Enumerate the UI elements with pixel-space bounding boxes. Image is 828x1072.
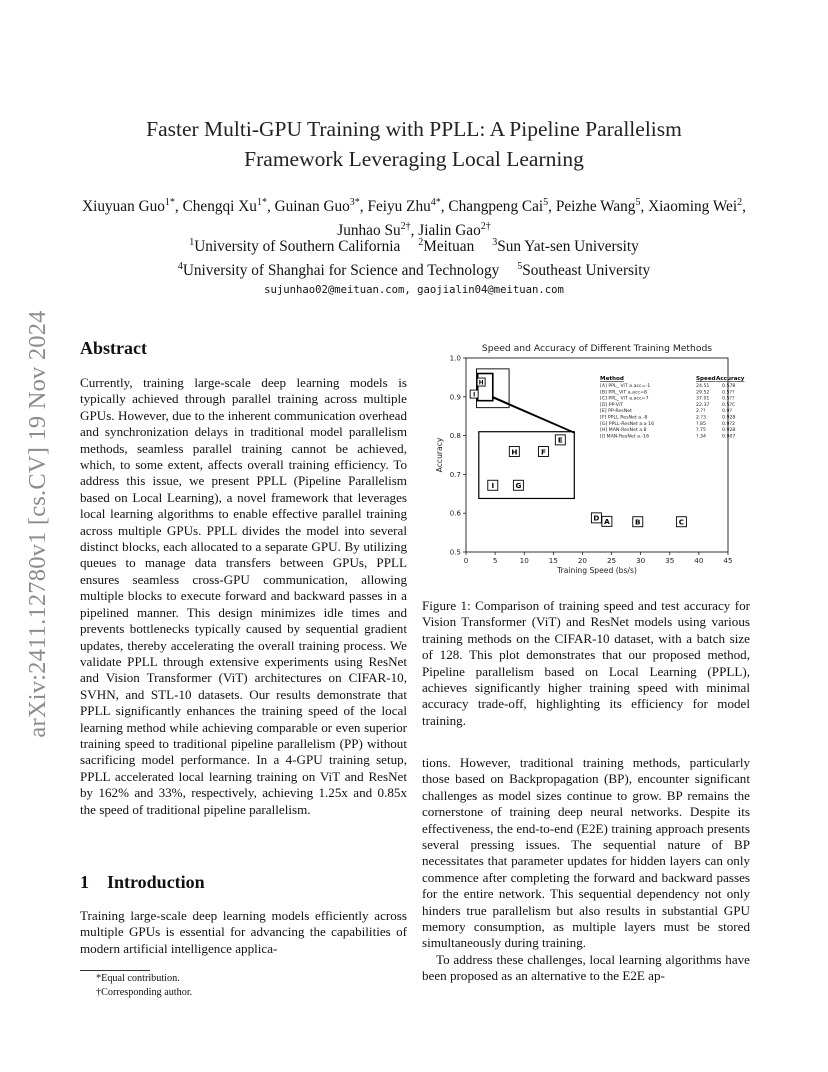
point-e-label: E xyxy=(557,435,563,445)
author-affiliation-mark: 2 xyxy=(737,197,743,208)
legend-row-method: [B] PPL_ViT a.acc=8 xyxy=(600,390,648,396)
legend-row-accuracy: 0.5?? xyxy=(722,390,735,396)
author-name: Chengqi $Xu^{1*}$ xyxy=(182,197,267,216)
legend-row-accuracy: 0.9?2 xyxy=(722,421,735,427)
affiliation: $^2$Meituan xyxy=(418,237,475,256)
introduction-left-text xyxy=(80,908,407,957)
author-affiliation-mark: 2† xyxy=(400,221,411,233)
y-tick-label: 0.5 xyxy=(449,547,461,557)
point-h-label: H xyxy=(511,447,518,457)
legend-row-speed: ?.85 xyxy=(696,421,706,427)
legend-row-speed: 37.01 xyxy=(696,396,710,402)
affiliation-list xyxy=(80,233,748,281)
legend-row-method: [C] PPL_ ViT a.acc=7 xyxy=(600,396,649,402)
legend-row-method: [D] PP-ViT xyxy=(600,402,623,408)
abstract-text xyxy=(80,375,407,818)
author-name: Feiyu Zhu$^{4*}$ xyxy=(367,197,441,216)
figure-1 xyxy=(430,338,750,580)
x-tick-label: 5 xyxy=(492,556,498,565)
y-tick-label: 0.9 xyxy=(449,392,461,402)
legend-row-accuracy: 0.9? xyxy=(722,409,732,415)
author-name: Xiuyuan Guo$^{1*}$ xyxy=(82,197,175,216)
author-affiliation-mark: 4* xyxy=(430,197,441,208)
author-affiliation-mark: 2† xyxy=(480,221,491,233)
author-name: Guinan Guo$^{3*}$ xyxy=(274,197,360,216)
legend-header-method: Method xyxy=(600,376,624,382)
inset-box xyxy=(478,374,493,401)
x-tick-label: 30 xyxy=(636,556,646,565)
legend-row-speed: 22.37 xyxy=(696,402,710,408)
title-line-2: Framework Leveraging Local Learning xyxy=(244,147,584,171)
point-i-label: I xyxy=(491,481,495,491)
point-b-label: B xyxy=(635,517,641,527)
author-affiliation-mark: 1* xyxy=(256,197,267,208)
introduction-right-text xyxy=(422,755,750,985)
legend-row-speed: 24.51 xyxy=(696,384,710,389)
point-a-label: A xyxy=(604,517,610,527)
legend-header-accuracy: Accuracy xyxy=(716,376,745,382)
legend-row-speed: 2.?3 xyxy=(696,415,706,421)
affiliation-mark: 2 xyxy=(418,237,424,248)
section-title: Introduction xyxy=(107,872,205,892)
legend-row-method: [E] PP-ResNet xyxy=(600,409,632,415)
intro-paragraph-right-2: To address these challenges, local learning algorithms have been proposed as an alternative to the E2E ap- xyxy=(422,951,750,984)
point-f-label: F xyxy=(540,447,546,457)
footnotes xyxy=(96,972,192,999)
affiliation-mark: 5 xyxy=(517,261,523,273)
author-name: Xiaoming Wei$^2$ xyxy=(648,197,743,216)
intro-paragraph-left: Training large-scale deep learning models efficiently across multiple GPUs is essential for advancing the capabilities of modern artificial intelligence applica- xyxy=(80,908,407,956)
legend-row-method: [G] PPLL-ResNet a.a 16 xyxy=(600,421,655,427)
y-axis-label: Accuracy xyxy=(435,437,444,473)
affiliation: $^3$Sun Yat-sen University xyxy=(492,237,639,256)
legend-row-speed: ?.34 xyxy=(696,434,706,440)
legend-row-method: [A] PPL_ ViT a.acc=-1 xyxy=(600,384,651,389)
legend-row-method: [H] MAN-ResNet a.8 xyxy=(600,428,647,434)
author-affiliation-mark: 3* xyxy=(349,197,360,208)
author-name: Jialin Gao$^{2\dagger}$ xyxy=(418,221,491,240)
abstract-heading: Abstract xyxy=(80,338,147,358)
y-tick-label: 0.7 xyxy=(449,469,461,479)
legend-row-speed: 2.?? xyxy=(696,409,706,415)
affiliation-mark: 4 xyxy=(177,261,183,273)
x-tick-label: 45 xyxy=(723,556,733,565)
x-tick-label: 20 xyxy=(577,556,588,565)
legend-row-accuracy: 0.5?? xyxy=(722,396,735,402)
affiliation: $^1$University of Southern California xyxy=(189,237,401,256)
x-tick-label: 25 xyxy=(606,556,617,565)
legend-row-accuracy: 0.928 xyxy=(722,428,736,434)
contact-emails: sujunhao02@meituan.com, gaojialin04@meituan.com xyxy=(264,284,564,296)
author-name: Junhao $Su^{2\dagger}$ xyxy=(337,221,411,240)
y-tick-label: 1.0 xyxy=(449,353,461,363)
legend-header-speed: Speed xyxy=(696,376,716,382)
x-tick-label: 0 xyxy=(463,556,469,565)
legend-row-method: [I] MAN-ResNet a.-16 xyxy=(600,434,650,440)
footnote-equal-contribution: *Equal contribution. xyxy=(96,973,180,984)
author-name: Peizhe Wang$^5$ xyxy=(555,197,641,216)
legend-row-accuracy: 0.928 xyxy=(722,415,736,421)
x-tick-label: 35 xyxy=(665,556,675,565)
affiliation: $^5$Southeast University xyxy=(517,261,651,280)
section-number: 1 xyxy=(80,872,89,892)
inset-connector xyxy=(493,396,575,434)
title-line-1: Faster Multi-GPU Training with PPLL: A Pipeline Parallelism xyxy=(146,117,682,141)
author-name: Changpeng Cai$^5$ xyxy=(448,197,549,216)
point-g-label: G xyxy=(515,481,522,491)
legend-row-accuracy: 0.5?C xyxy=(722,402,736,408)
legend-row-speed: ?.75 xyxy=(696,428,706,434)
author-affiliation-mark: 5 xyxy=(543,197,549,208)
point-d-label: D xyxy=(593,513,600,523)
x-tick-label: 40 xyxy=(694,556,704,565)
x-axis-label: Training Speed (bs/s) xyxy=(557,566,637,575)
arxiv-id: arXiv:2411.12780v1 [cs.CV] 19 Nov 2024 xyxy=(24,310,51,738)
x-tick-label: 10 xyxy=(519,556,529,565)
point-c-label: C xyxy=(678,517,685,527)
x-tick-label: 15 xyxy=(548,556,558,565)
affiliation: $^4$University of Shanghai for Science and Technology xyxy=(177,261,500,280)
author-list: Xiuyuan Guo$^{1*}$, Chengqi $Xu^{1*}$, Guinan Guo$^{3*}$, Feiyu Zhu$^{4*}$, Changpeng Cai$^5$, Peizhe Wang$^5$, Xiaoming Wei$^2$, Junhao $Su^{2\dagger}$, Jialin Gao$^{2\dagger}$ xyxy=(82,197,746,240)
arxiv-watermark xyxy=(18,284,58,764)
abstract-paragraph: Currently, training large-scale deep learning models is typically achieved through parallel training across multiple GPUs. However, due to the inherent communication overhead and synchronization delays in traditional model parallelism methods, seamless parallel training cannot be achieved, which, to some extent, affects overall training efficiency. To address this issue, we present PPLL (Pipeline Parallelism based on Local Learning), a novel framework that leverages local learning algorithms to enable effective parallel training across multiple GPUs. PPLL divides the model into several distinct blocks, each allocated to a separate GPU. By utilizing queues to manage data transfers between GPUs, PPLL ensures seamless cross-GPU communication, allowing multiple blocks to execute forward and backward passes in a pipelined manner. This design minimizes idle times and prevents bottlenecks typically caused by sequential gradient updates, thereby accelerating the overall training process. We validate PPLL through extensive experiments using ResNet and Vision Transformer (ViT) architectures on CIFAR-10, SVHN, and STL-10 datasets. Our results demonstrate that PPLL significantly enhances the training speed of the local learning method while achieving comparable or even superior training speed to traditional pipeline parallelism (PP) without sacrificing model performance. In a 4-GPU training setup, PPLL accelerated local learning training on ViT and ResNet by 162% and 33%, respectively, achieving 1.25x and 0.85x the speed of traditional pipeline parallelism. xyxy=(80,375,407,817)
chart-title: Speed and Accuracy of Different Training Methods xyxy=(481,343,713,354)
legend-row-accuracy: 0.578 xyxy=(722,384,736,389)
zoom-point-h-label: H xyxy=(478,380,484,387)
affiliation-mark: 1 xyxy=(189,237,195,248)
author-affiliation-mark: 1* xyxy=(164,197,175,208)
paper-title xyxy=(80,114,748,174)
footnote-rule xyxy=(80,970,150,971)
zoom-point-i-label: I xyxy=(473,392,476,399)
y-tick-label: 0.6 xyxy=(449,508,461,518)
legend-row-method: [F] PPLL ResNet a.-8 xyxy=(600,415,648,421)
accuracy-speed-chart xyxy=(430,338,750,580)
footnote-corresponding-author: †Corresponding author. xyxy=(96,986,193,998)
figure-caption: Figure 1: Comparison of training speed and test accuracy for Vision Transformer (ViT) and ResNet models using various training methods on the CIFAR-10 dataset, with a batch size of 128. This plot demonstrates that our proposed method, Pipeline parallelism based on Local Learning (PPLL), achieves significantly higher training speed with minimal accuracy trade-off, highlighting its efficiency for model training. xyxy=(422,598,750,728)
legend-row-speed: 29.52 xyxy=(696,390,710,396)
legend-row-accuracy: 0.907 xyxy=(722,434,736,440)
introduction-heading xyxy=(80,872,205,893)
intro-paragraph-right-1: tions. However, traditional training methods, particularly those based on Backpropagation (BP), encounter significant challenges as model sizes continue to grow. BP remains the cornerstone of training deep neural networks. Despite its effectiveness, the end-to-end (E2E) training approach presents several pressing issues. The sequential nature of BP necessitates that parameter updates for hidden layers can only commence after completing the forward and backward passes for the entire network. This sequential dependency not only hinders true parallelism but also results in substantial GPU memory consumption, as multiple layers must be stored simultaneously during training. xyxy=(422,755,750,951)
author-affiliation-mark: 5 xyxy=(635,197,641,208)
y-tick-label: 0.8 xyxy=(449,431,461,441)
affiliation-mark: 3 xyxy=(492,237,498,248)
